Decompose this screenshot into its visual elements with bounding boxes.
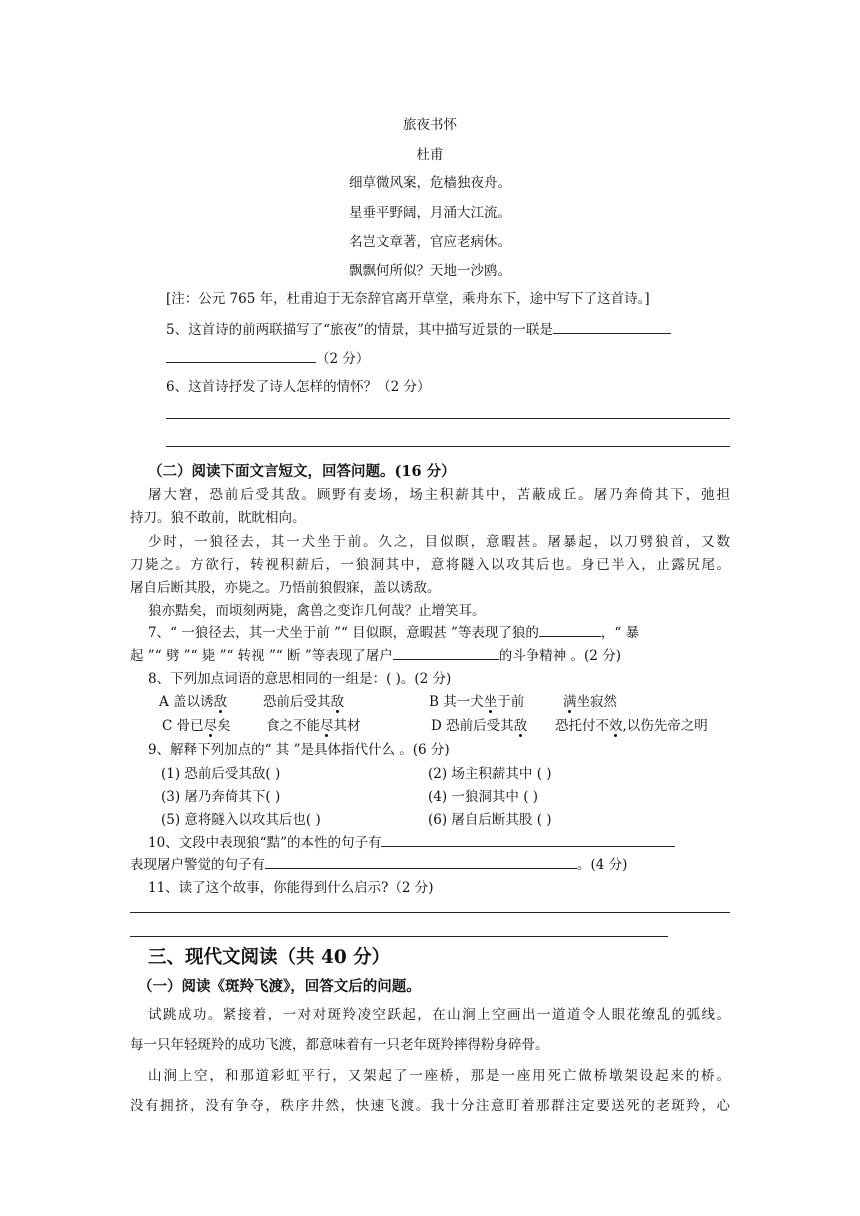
poem-author: 杜甫	[416, 147, 444, 163]
q9-item: (5) 意将隧入以攻其后也( )	[161, 812, 321, 828]
option-c-2: 食之不能尽其材	[266, 714, 361, 734]
q9-item: (1) 恐前后受其敌( )	[161, 766, 281, 782]
option-b: B 其一犬坐于前	[429, 690, 524, 710]
question-5	[166, 318, 671, 338]
dotted-char: 敌	[214, 690, 228, 710]
dotted-char: 尽	[204, 714, 218, 734]
dotted-char: 坐	[484, 690, 498, 710]
poem-line: 飘飘何所似？天地一沙鸥。	[349, 263, 511, 279]
poem-line: 细草微风案，危樯独夜舟。	[349, 175, 511, 191]
poem-note: [注：公元 765 年，杜甫迫于无奈辞官离开草堂，乘舟东下，途中写下了这首诗。]	[166, 291, 650, 307]
question-7-text: 起 ”“ 劈 ”“ 毙 ”“ 转视 ”“ 断 ”等表现了屠户	[130, 648, 393, 664]
option-d: D 恐前后受其敌	[431, 714, 527, 734]
poem-line: 名岂文章著，官应老病休。	[349, 234, 511, 250]
answer-blank[interactable]	[166, 350, 316, 363]
question-7-text: 7、“ 一狼径去，其一犬坐于前 ”“ 目似瞑，意暇甚 ”等表现了狼的	[148, 625, 539, 641]
question-6: 6、这首诗抒发了诗人怎样的情怀？（2 分）	[166, 379, 431, 395]
answer-blank[interactable]	[265, 856, 577, 869]
question-5-text: 5、这首诗的前两联描写了“旅夜”的情景，其中描写近景的一联是	[166, 322, 553, 338]
option-a-2: 恐前后受其敌	[263, 690, 344, 710]
answer-blank[interactable]	[539, 624, 601, 637]
section-heading: （二）阅读下面文言短文，回答问题。(16 分）	[148, 463, 456, 480]
question-7-text: 的斗争精神 。(2 分)	[498, 648, 621, 664]
passage-line: 刀毙之。方欲行，转视积薪后，一狼洞其中，意将隧入以攻其后也。身已半入，止露尻尾。	[130, 557, 730, 573]
passage-line: 山涧上空，和那道彩虹平行，又架起了一座桥，那是一座用死亡做桥墩架设起来的桥。	[148, 1068, 730, 1084]
question-11: 11、读了这个故事，你能得到什么启示?（2 分)	[148, 880, 434, 896]
option-c: C 骨已尽矣	[162, 714, 231, 734]
dotted-char: 敌	[331, 690, 345, 710]
passage-line: 持刀。狼不敢前，眈眈相向。	[130, 510, 306, 526]
option-b-2: 满坐寂然	[563, 690, 617, 710]
passage-line: 试跳成功。紧接着，一对对斑羚凌空跃起，在山涧上空画出一道道令人眼花缭乱的弧线。	[148, 1007, 730, 1023]
passage-line: 屠大窘，恐前后受其敌。顾野有麦场，场主积薪其中，苫蔽成丘。屠乃奔倚其下，弛担	[148, 487, 730, 503]
question-7-cont	[130, 644, 621, 664]
dotted-char: 尽	[320, 714, 334, 734]
poem-title: 旅夜书怀	[403, 117, 457, 133]
q9-item: (6) 屠自后断其股 ( )	[428, 812, 552, 828]
dotted-char: 敌	[514, 714, 528, 734]
answer-blank[interactable]	[553, 321, 671, 334]
subsection-heading: （一）阅读《斑羚飞渡》，回答文后的问题。	[138, 978, 421, 995]
passage-line: 少时，一狼径去，其一犬坐于前。久之，目似瞑，意暇甚。屠暴起，以刀劈狼首，又数	[148, 534, 730, 550]
passage-line: 每一只年轻斑羚的成功飞渡，都意味着有一只老年斑羚摔得粉身碎骨。	[130, 1037, 549, 1053]
q9-item: (4) 一狼洞其中 ( )	[428, 789, 539, 805]
question-5-cont	[166, 347, 369, 367]
q9-item: (3) 屠乃奔倚其下( )	[161, 789, 281, 805]
poem-line: 星垂平野阔，月涌大江流。	[349, 205, 511, 221]
answer-line[interactable]	[130, 936, 668, 937]
passage-line: 狼亦黠矣，而顷刻两毙，禽兽之变诈几何哉？止增笑耳。	[148, 603, 486, 619]
answer-line[interactable]	[130, 912, 730, 913]
option-a: A 盖以诱敌	[159, 690, 227, 710]
question-10-text: 表现屠户警觉的句子有	[130, 857, 265, 873]
question-8: 8、下列加点词语的意思相同的一组是：( )。(2 分)	[148, 671, 452, 687]
question-9: 9、解释下列加点的“ 其 ”是具体指代什么 。(6 分)	[148, 742, 450, 758]
question-10	[148, 831, 675, 851]
question-10-cont	[130, 853, 627, 873]
passage-line: 没有拥挤，没有争夺，秩序井然，快速飞渡。我十分注意盯着那群注定要送死的老斑羚，心	[130, 1098, 730, 1114]
question-7	[148, 621, 639, 641]
answer-blank[interactable]	[381, 834, 675, 847]
section-heading: 三、现代文阅读（共 40 分）	[148, 947, 391, 968]
answer-blank[interactable]	[393, 647, 499, 660]
answer-line[interactable]	[166, 446, 730, 447]
dotted-char: 满	[563, 690, 577, 710]
score-label: 。(4 分)	[577, 857, 628, 873]
question-7-text: ，“ 暴	[600, 625, 640, 641]
question-10-text: 10、文段中表现狼“黠”的本性的句子有	[148, 835, 382, 851]
passage-line: 屠自后断其股，亦毙之。乃悟前狼假寐，盖以诱敌。	[130, 580, 441, 596]
q9-item: (2) 场主积薪其中 ( )	[428, 766, 552, 782]
dotted-char: 效	[609, 714, 623, 734]
option-d-2: 恐托付不效,以伤先帝之明	[555, 714, 708, 734]
score-label: （2 分）	[316, 351, 370, 367]
answer-line[interactable]	[166, 418, 730, 419]
